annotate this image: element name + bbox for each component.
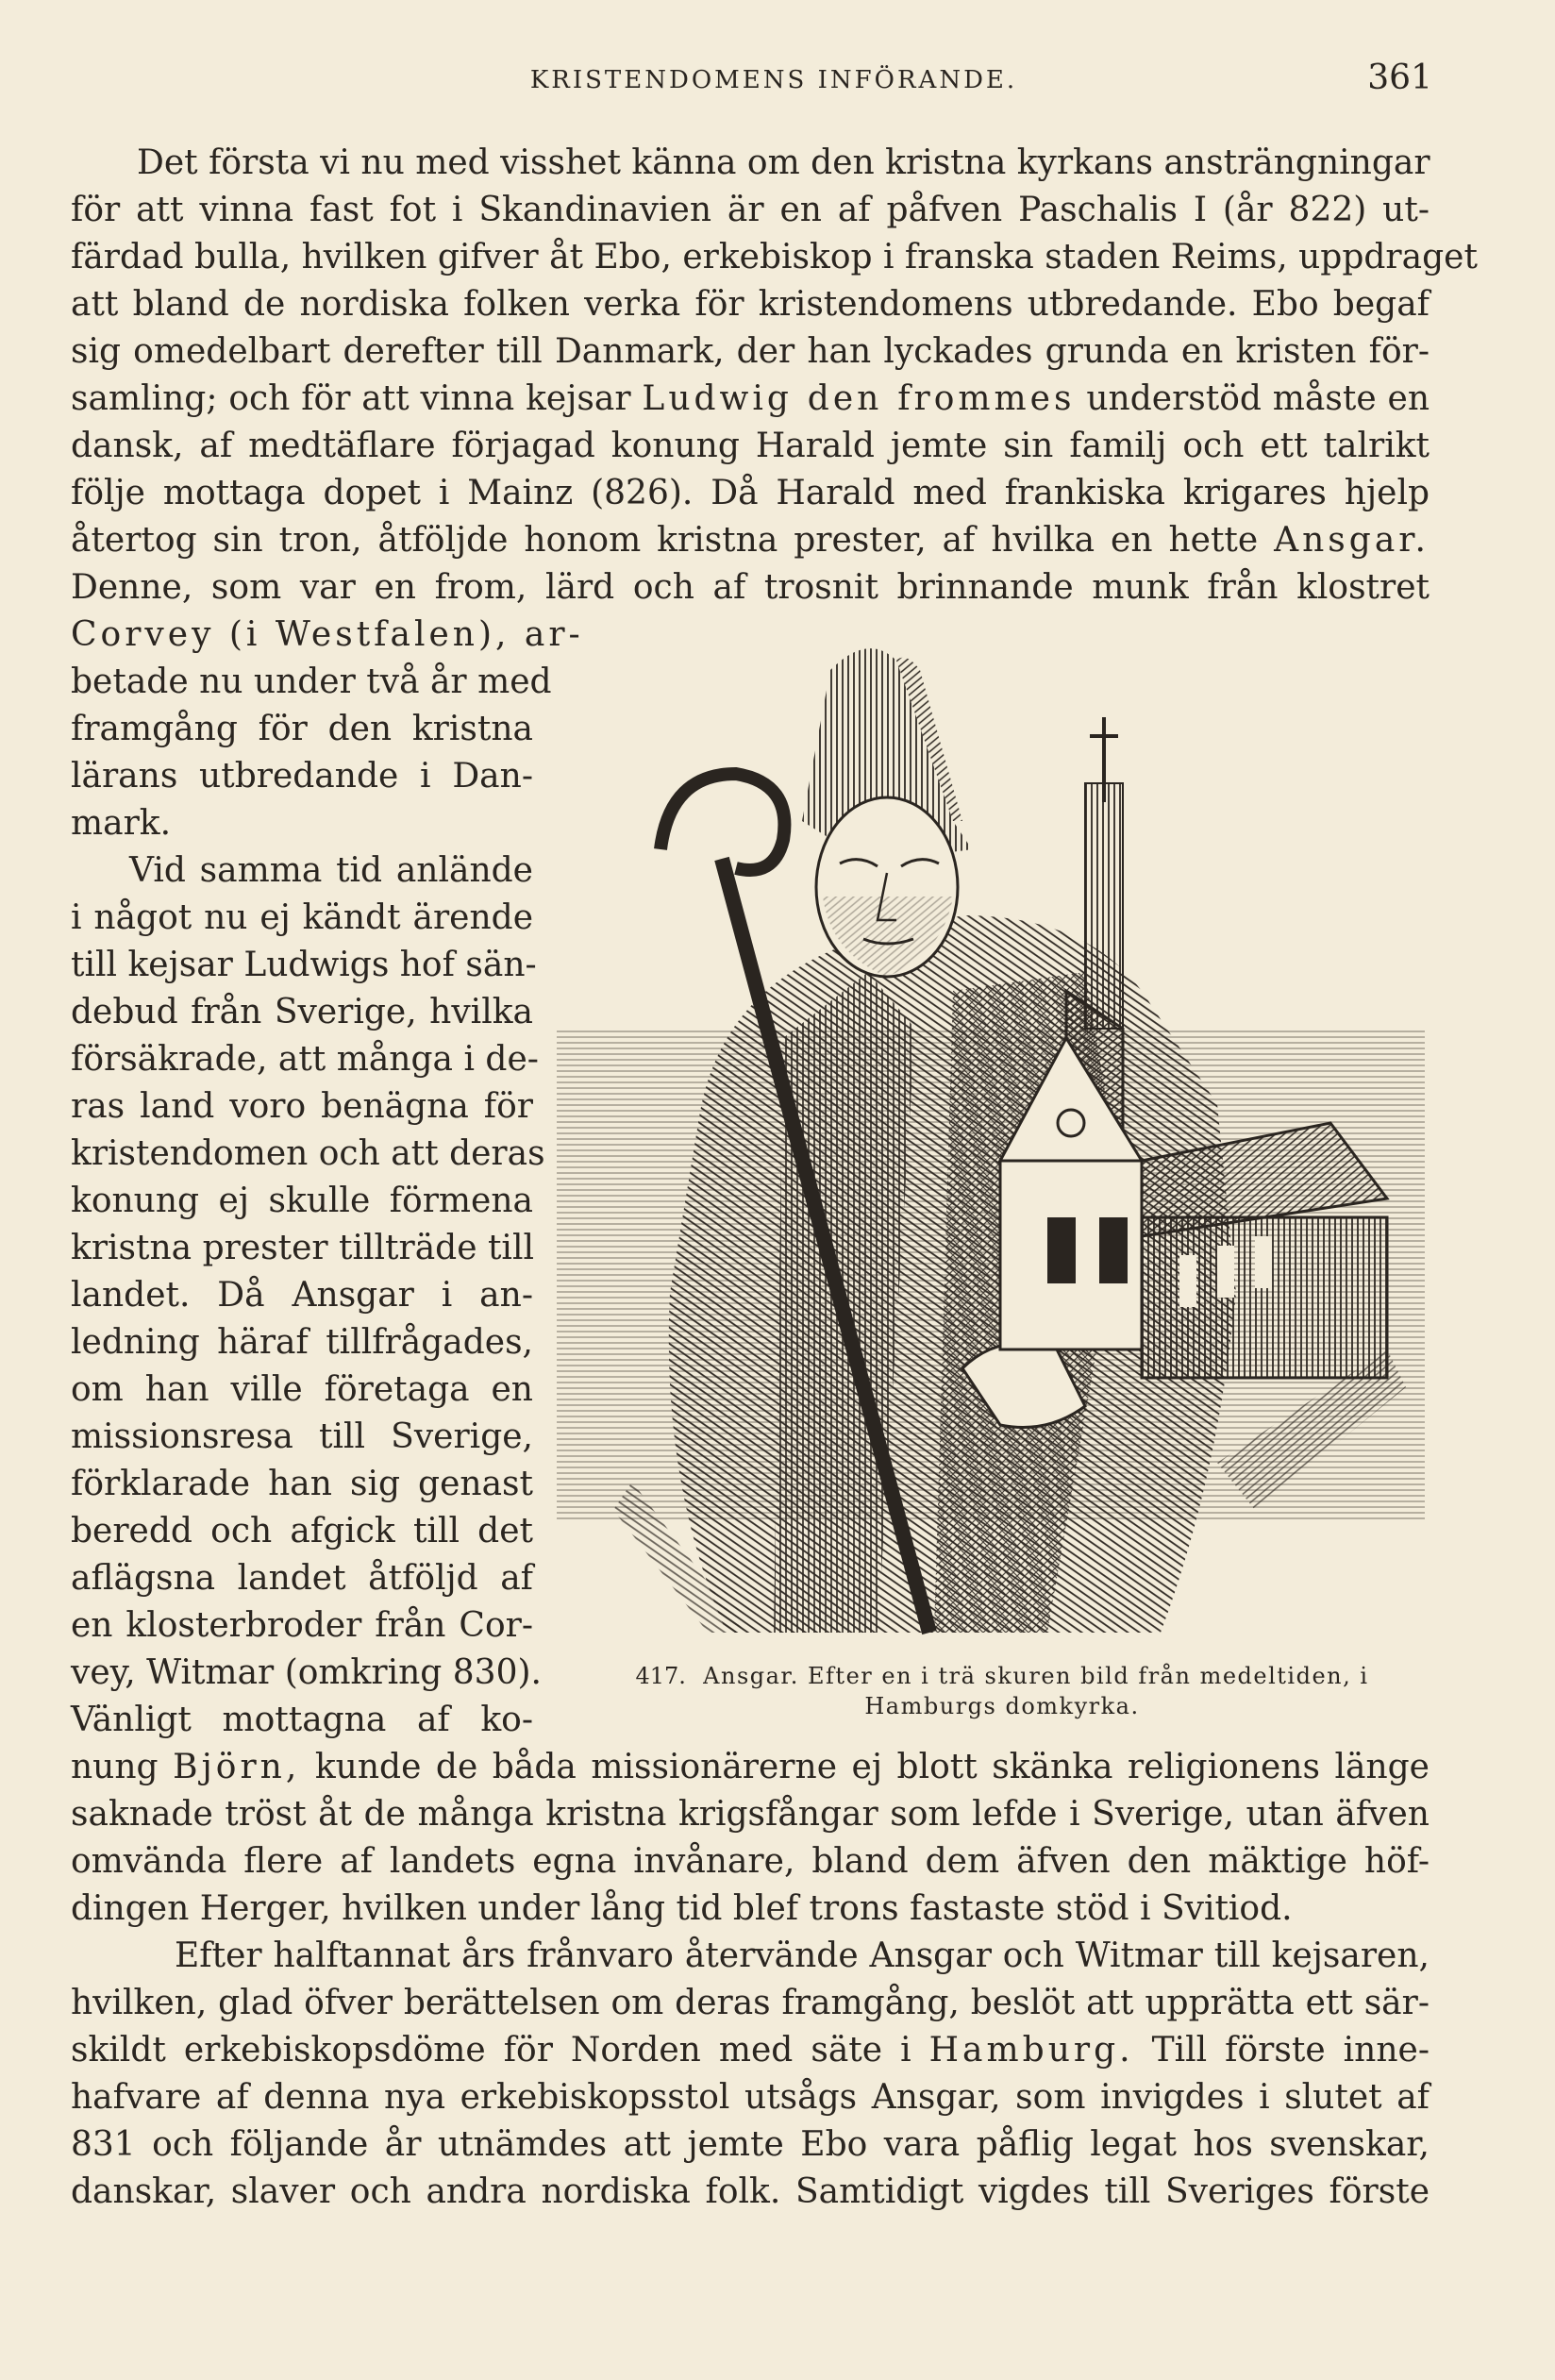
text-line: mark. [71, 804, 172, 843]
text-line: lärans utbredande i Dan- [71, 757, 533, 796]
text-line: Det första vi nu med visshet känna om den kristna kyrkans ansträngningar [137, 143, 1430, 182]
text-line: aflägsna landet åtföljd af [71, 1559, 533, 1598]
text-run: kunde de båda missionärerne ej blott skänka religionens länge [314, 1748, 1430, 1786]
text-line [71, 1746, 1430, 1789]
text-line: landet. Då Ansgar i an- [71, 1276, 533, 1315]
text-line: att bland de nordiska folken verka för kristendomens utbredande. Ebo begaf [71, 285, 1430, 324]
text-line [71, 613, 584, 657]
text-run: nung [71, 1748, 159, 1786]
text-line [71, 377, 1430, 421]
text-line: kristna prester tillträde till [71, 1229, 534, 1267]
text-line: i något nu ej kändt ärende [71, 898, 533, 937]
text-line: färdad bulla, hvilken gifver åt Ebo, erkebiskop i franska staden Reims, uppdraget [71, 238, 1478, 277]
text-line: debud från Sverige, hvilka [71, 993, 533, 1031]
text-line [71, 519, 1430, 562]
emphasized-name: Hamburg. [928, 2031, 1134, 2070]
text-line: försäkrade, att många i de- [71, 1040, 539, 1079]
text-line: för att vinna fast fot i Skandinavien är en af påfven Paschalis I (år 822) ut- [71, 191, 1430, 229]
text-line: framgång för den kristna [71, 710, 533, 748]
text-line: omvända flere af landets egna invånare, bland dem äfven den mäktige höf- [71, 1842, 1430, 1881]
page-number: 361 [1367, 59, 1432, 97]
caption-line [577, 1661, 1427, 1691]
text-run: återtog sin tron, åtföljde honom kristna prester, af hvilka en hette [71, 521, 1259, 560]
text-line: beredd och afgick till det [71, 1512, 533, 1550]
text-run: samling; och för att vinna kejsar [71, 379, 631, 418]
text-line: dingen Herger, hvilken under lång tid blef trons fastaste stöd i Svitiod. [71, 1889, 1293, 1928]
text-run: Till förste inne- [1151, 2031, 1430, 2070]
figure-number: 417. [635, 1663, 686, 1689]
text-line: kristendomen och att deras [71, 1134, 545, 1173]
text-line: Vid samma tid anlände [129, 851, 533, 890]
text-line: följe mottaga dopet i Mainz (826). Då Harald med frankiska krigares hjelp [71, 474, 1430, 512]
text-line: danskar, slaver och andra nordiska folk. Samtidigt vigdes till Sveriges förste [71, 2172, 1430, 2211]
text-line: vey, Witmar (omkring 830). [71, 1653, 542, 1692]
text-line: om han ville företaga en [71, 1370, 533, 1409]
text-line: 831 och följande år utnämdes att jemte Ebo vara påflig legat hos svenskar, [71, 2125, 1430, 2164]
text-line: ras land voro benägna för [71, 1087, 533, 1126]
text-line: sig omedelbart derefter till Danmark, der han lyckades grunda en kristen för- [71, 332, 1430, 371]
text-run: skildt erkebiskopsdöme för Norden med säte i [71, 2031, 911, 2070]
text-line: dansk, af medtäflare förjagad konung Harald jemte sin familj och ett talrikt [71, 427, 1430, 465]
text-line: betade nu under två år med [71, 662, 552, 701]
text-line: saknade tröst åt de många kristna krigsfångar som lefde i Sverige, utan äfven [71, 1795, 1430, 1834]
emphasized-name: Ludwig den frommes [642, 379, 1076, 418]
text-line: konung ej skulle förmena [71, 1182, 533, 1220]
text-line: Denne, som var en from, lärd och af trosnit brinnande munk från klostret [71, 568, 1430, 607]
emphasized-name: Björn, [173, 1748, 301, 1786]
text-line [71, 2029, 1430, 2072]
text-line: förklarade han sig genast [71, 1465, 533, 1503]
ansgar-woodcut-illustration [557, 632, 1425, 1661]
running-title: KRISTENDOMENS INFÖRANDE. [529, 66, 1018, 94]
text-line: ledning häraf tillfrågades, [71, 1323, 533, 1362]
caption-text: Ansgar. Efter en i trä skuren bild från medeltiden, i [703, 1663, 1369, 1689]
figure-caption [577, 1661, 1427, 1721]
text-line: hvilken, glad öfver berättelsen om deras framgång, beslöt att upprätta ett sär- [71, 1984, 1430, 2022]
text-line: hafvare af denna nya erkebiskopsstol utsågs Ansgar, som invigdes i slutet af [71, 2078, 1430, 2117]
text-run: understöd måste en [1086, 379, 1430, 418]
bishop-figure-image [557, 632, 1425, 1661]
text-line: missionsresa till Sverige, [71, 1417, 533, 1456]
caption-line: Hamburgs domkyrka. [864, 1693, 1140, 1719]
text-line: till kejsar Ludwigs hof sän- [71, 946, 537, 984]
emphasized-name: Ansgar. [1274, 521, 1430, 560]
text-run: Corvey (i Westfalen), ar- [71, 615, 584, 654]
text-line: Efter halftannat års frånvaro återvände Ansgar och Witmar till kejsaren, [175, 1936, 1430, 1975]
text-line: Vänligt mottagna af ko- [71, 1701, 533, 1739]
text-line: en klosterbroder från Cor- [71, 1606, 533, 1645]
